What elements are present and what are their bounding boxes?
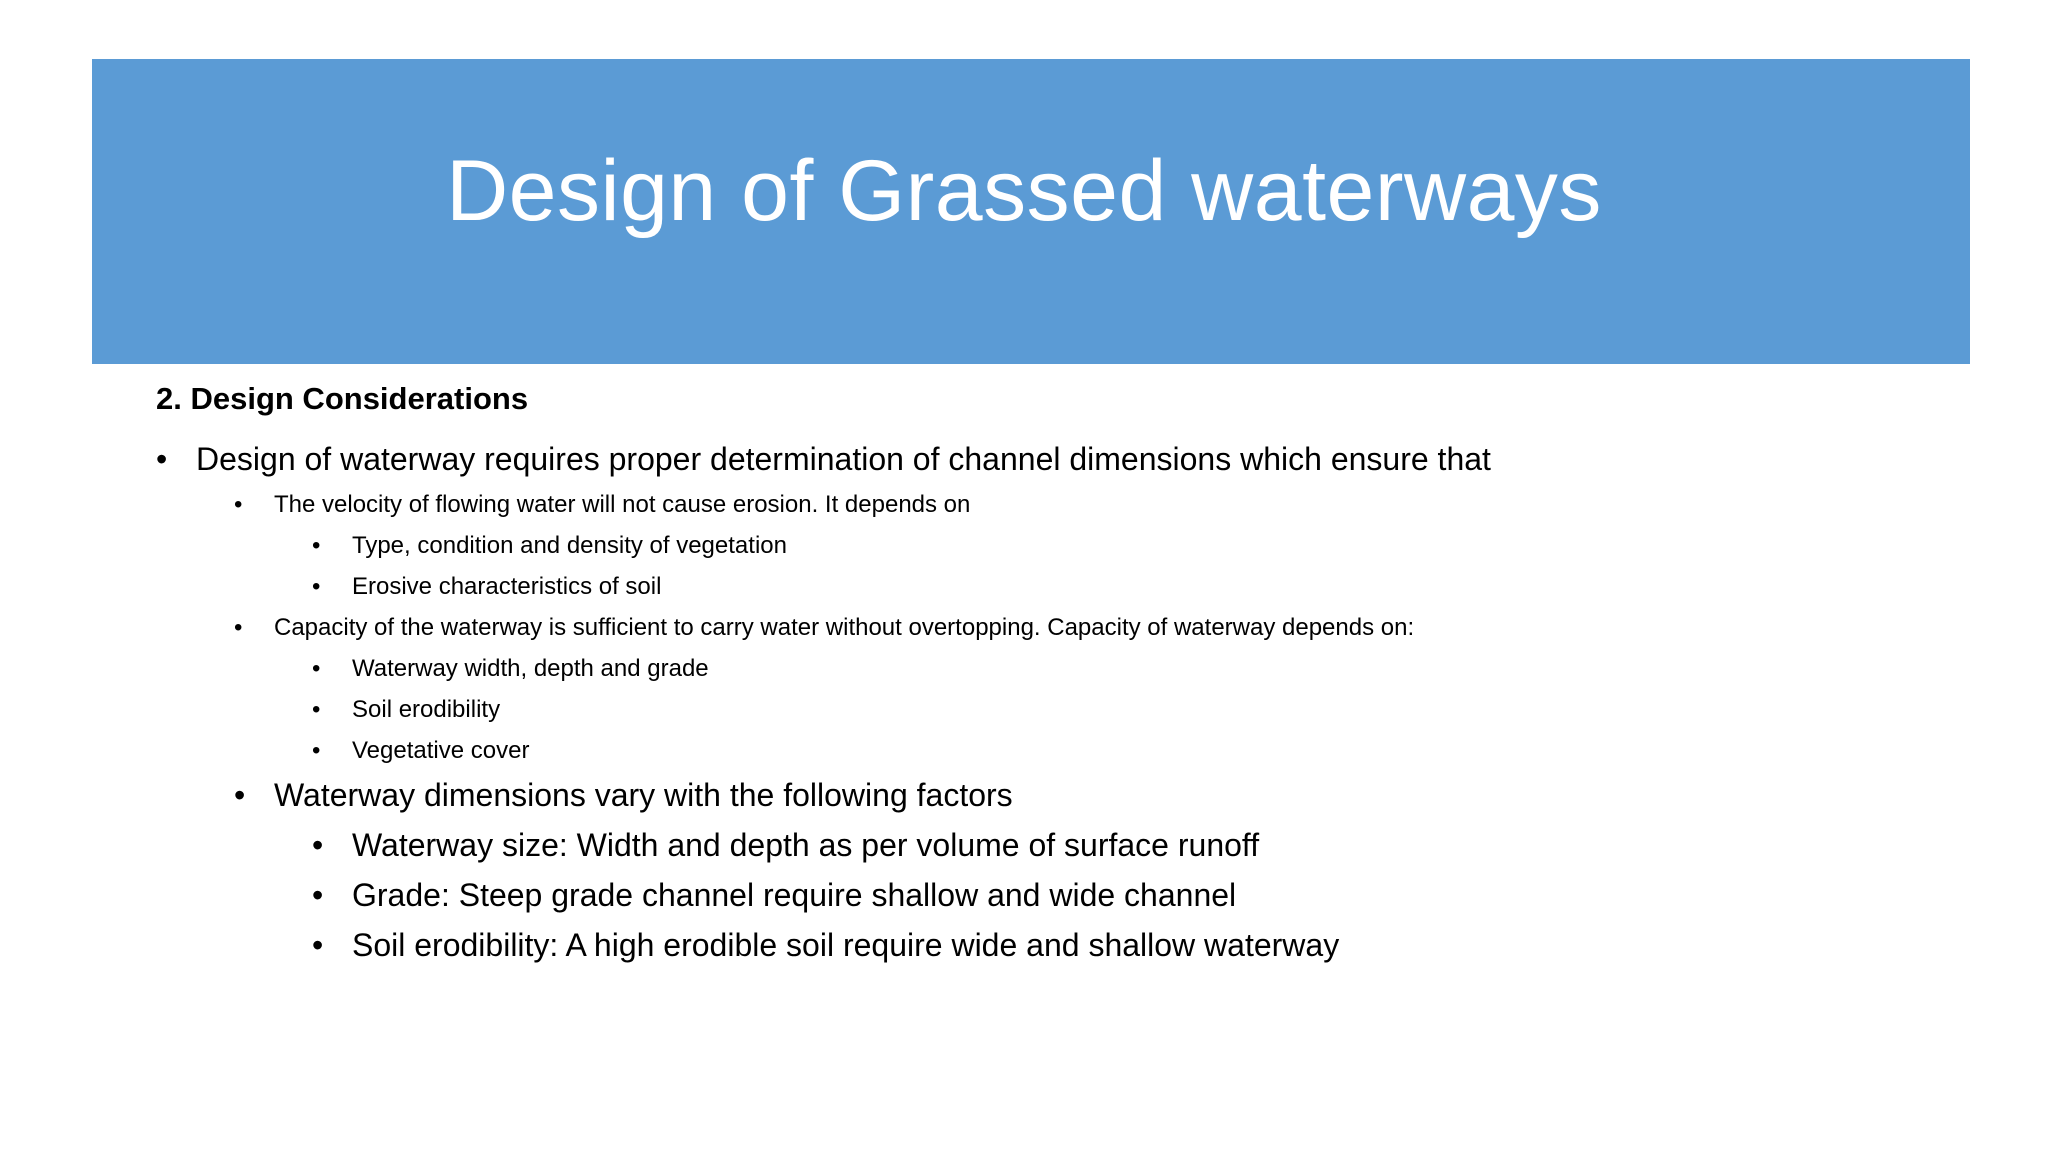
bullet-icon: •	[312, 573, 321, 600]
bullet-text: The velocity of flowing water will not cause erosion. It depends on	[274, 491, 971, 518]
bullet-icon: •	[312, 532, 321, 559]
bullet-text: Erosive characteristics of soil	[352, 573, 662, 600]
bullet-icon: •	[312, 655, 321, 682]
bullet-icon: •	[312, 696, 321, 723]
bullet-text: Type, condition and density of vegetation	[352, 532, 787, 559]
bullet-text: Capacity of the waterway is sufficient to carry water without overtopping. Capacity of waterway depends on:	[274, 614, 1415, 641]
bullet-text: Soil erodibility: A high erodible soil require wide and shallow waterway	[352, 927, 1340, 963]
bullet-icon: •	[312, 827, 324, 863]
bullet-text: Grade: Steep grade channel require shallow and wide channel	[352, 877, 1237, 913]
bullet-icon: •	[156, 441, 168, 477]
bullet-text: Waterway width, depth and grade	[352, 655, 709, 682]
bullet-text: Waterway size: Width and depth as per volume of surface runoff	[352, 827, 1260, 863]
bullet-text: Soil erodibility	[352, 696, 501, 723]
bullet-text: Design of waterway requires proper determination of channel dimensions which ensure that	[196, 441, 1491, 477]
bullet-icon: •	[234, 777, 246, 813]
bullet-text: Waterway dimensions vary with the following factors	[274, 777, 1013, 813]
bullet-text: Vegetative cover	[352, 737, 530, 764]
bullet-icon: •	[312, 877, 324, 913]
bullet-icon: •	[312, 737, 321, 764]
bullet-icon: •	[312, 927, 324, 963]
bullet-icon: •	[234, 491, 243, 518]
bullet-icon: •	[234, 614, 243, 641]
slide-title: Design of Grassed waterways	[446, 143, 1602, 239]
section-heading: 2. Design Considerations	[156, 381, 529, 416]
